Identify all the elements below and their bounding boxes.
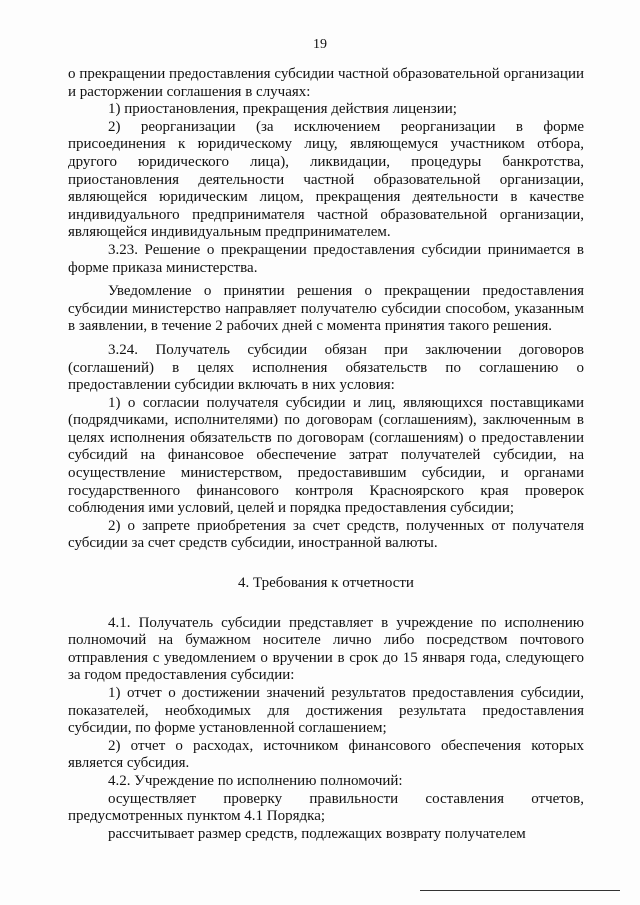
paragraph: 1) отчет о достижении значений результатов предоставления субсидии, показателей, необходимых для достижения результата предоставления субсидии, по форме установленной соглашением; [68,685,584,737]
paragraph: 2) отчет о расходах, источником финансового обеспечения которых является субсидия. [68,737,584,772]
paragraph: 1) приостановления, прекращения действия лицензии; [108,101,457,118]
section-heading: 4. Требования к отчетности [238,575,414,592]
paragraph: 4.1. Получатель субсидии представляет в учреждение по исполнению полномочий на бумажном носителе лично либо посредством почтового отправления с уведомлением о вручении в срок до 15 января года, следующего за годом предоставления субсидии: [68,614,584,684]
paragraph: 2) о запрете приобретения за счет средств, полученных от получателя субсидии за счет средств субсидии, иностранной валюты. [68,517,584,552]
paragraph: 3.23. Решение о прекращении предоставления субсидии принимается в форме приказа министерства. [68,241,584,276]
paragraph: о прекращении предоставления субсидии частной образовательной организации и расторжении соглашения в случаях: [68,66,584,100]
paragraph: осуществляет проверку правильности составления отчетов, предусмотренных пунктом 4.1 Порядка; [68,790,584,825]
page-number: 19 [313,37,327,52]
paragraph: 4.2. Учреждение по исполнению полномочий: [108,772,403,789]
document-body [68,66,584,843]
paragraph: 2) реорганизации (за исключением реорганизации в форме присоединения к юридическому лицу, являющемуся участником отбора, другого юридического лица), ликвидации, процедуры банкротства, приостановления деятельности частной образовательной организации, являющейся юридическим лицом, прекращения деятельности в качестве индивидуального предпринимателя частной образовательной организации, являющейся индивидуальным предпринимателем. [68,118,584,241]
paragraph: 1) о согласии получателя субсидии и лиц, являющихся поставщиками (подрядчиками, исполнителями) по договорам (соглашениям), заключенным в целях исполнения обязательств по договорам (соглашениям) о предоставлении субсидий на финансовое обеспечение затрат получателей субсидии, на осуществление министерством, предоставившим субсидии, и органами государственного финансового контроля Красноярского края проверок соблюдения ими условий, целей и порядка предоставления субсидии; [68,394,584,517]
paragraph: Уведомление о принятии решения о прекращении предоставления субсидии министерство направляет получателю субсидии способом, указанным в заявлении, в течение 2 рабочих дней с момента принятия такого решения. [68,283,584,335]
paragraph: 3.24. Получатель субсидии обязан при заключении договоров (соглашений) в целях исполнения обязательств по соглашению о предоставлении субсидии включать в них условия: [68,341,584,394]
footer-rule [420,890,620,891]
paragraph: рассчитывает размер средств, подлежащих возврату получателем [108,825,526,842]
